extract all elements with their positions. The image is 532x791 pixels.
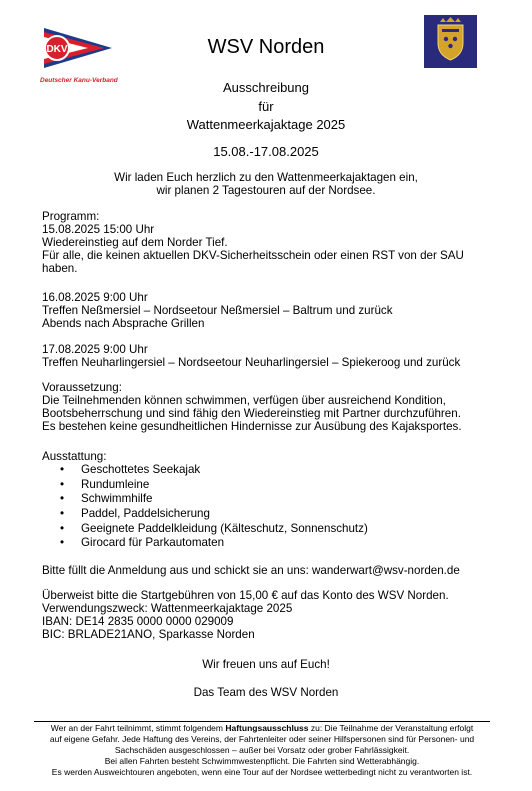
day2-line: 16.08.2025 9:00 Uhr bbox=[42, 291, 148, 304]
programm-day2 bbox=[42, 291, 502, 330]
voraussetzung-line: Bootsbeherrschung und sind fähig den Wiedereinstieg mit Partner durchzuführen. bbox=[42, 407, 461, 420]
voraussetzung-section bbox=[42, 381, 502, 433]
heading-line: Wattenmeerkajaktage 2025 bbox=[186, 117, 346, 132]
voraussetzung-line: Die Teilnehmenden können schwimmen, verfügen über ausreichend Kondition, bbox=[42, 394, 446, 407]
day1-line: 15.08.2025 15:00 Uhr bbox=[42, 223, 155, 236]
day2-line: Abends nach Absprache Grillen bbox=[42, 317, 205, 330]
intro-line: wir planen 2 Tagestouren auf der Nordsee. bbox=[156, 184, 376, 197]
zahlung-section bbox=[42, 589, 512, 641]
footer-disclaimer bbox=[34, 723, 490, 778]
voraussetzung-line: Es bestehen keine gesundheitlichen Hindernisse zur Ausübung des Kajaksportes. bbox=[42, 420, 462, 433]
day3-line: Treffen Neuharlingersiel – Nordseetour Neuharlingersiel – Spiekeroog und zurück bbox=[42, 356, 461, 369]
day3-line: 17.08.2025 9:00 Uhr bbox=[42, 343, 148, 356]
list-item: • Paddel, Paddelsicherung bbox=[60, 507, 500, 522]
document-heading bbox=[0, 79, 532, 135]
intro-text bbox=[0, 171, 532, 197]
day2-line: Treffen Neßmersiel – Nordseetour Neßmersiel – Baltrum und zurück bbox=[42, 304, 393, 317]
club-title: WSV Norden bbox=[207, 36, 325, 58]
list-item: • Girocard für Parkautomaten bbox=[60, 536, 500, 551]
zahlung-line: Verwendungszweck: Wattenmeerkajaktage 2025 bbox=[42, 602, 293, 615]
list-item: • Geschottetes Seekajak bbox=[60, 463, 500, 478]
iban-line: IBAN: DE14 2835 0000 0000 029009 bbox=[42, 615, 234, 628]
zahlung-line: Überweist bitte die Startgebühren von 15,00 € auf das Konto des WSV Norden. bbox=[42, 589, 449, 602]
programm-section bbox=[42, 210, 502, 275]
day1-line: Für alle, die keinen aktuellen DKV-Sicherheitsschein oder einen RST von der SAU bbox=[42, 249, 464, 262]
voraussetzung-label: Voraussetzung: bbox=[42, 381, 122, 394]
footer-line: auf eigene Gefahr. Jede Haftung des Vereins, der Fahrtenleiter oder seiner Hilfspersonen sind für Personen- und bbox=[49, 734, 475, 744]
programm-label: Programm: bbox=[42, 210, 100, 223]
ausstattung-label: Ausstattung: bbox=[42, 450, 107, 463]
programm-day3 bbox=[42, 343, 502, 369]
bic-line: BIC: BRLADE21ANO, Sparkasse Norden bbox=[42, 628, 255, 641]
closing-greeting: Wir freuen uns auf Euch! bbox=[202, 658, 330, 671]
anmeldung-text: Bitte füllt die Anmeldung aus und schickt sie an uns: wanderwart@wsv-norden.de bbox=[42, 564, 460, 577]
day1-line: haben. bbox=[42, 262, 78, 275]
footer-divider bbox=[34, 721, 490, 722]
footer-line: Es werden Ausweichtouren angeboten, wenn eine Tour auf der Nordsee wetterbedingt nicht zu verantworten ist. bbox=[51, 767, 473, 777]
footer-line: Bei allen Fahrten besteht Schwimmwestenpflicht. Die Fahrten sind Wetterabhängig. bbox=[104, 756, 420, 766]
closing-signature: Das Team des WSV Norden bbox=[193, 686, 339, 699]
dkv-caption: Deutscher Kanu-Verband bbox=[40, 77, 118, 84]
list-item: • Rundumleine bbox=[60, 478, 500, 493]
list-item: • Geeignete Paddelkleidung (Kälteschutz, Sonnenschutz) bbox=[60, 522, 500, 537]
day1-line: Wiedereinstieg auf dem Norder Tief. bbox=[42, 236, 228, 249]
dkv-mark-text: DKV bbox=[46, 44, 68, 55]
ausstattung-list bbox=[60, 463, 500, 551]
heading-line: Ausschreibung bbox=[223, 80, 309, 95]
heading-line: für bbox=[258, 98, 274, 114]
intro-line: Wir laden Euch herzlich zu den Wattenmeerkajaktagen ein, bbox=[114, 171, 418, 184]
footer-line: Wer an der Fahrt teilnimmt, stimmt folgendem Haftungsausschluss zu: Die Teilnahme der Veranstaltung erfolgt bbox=[50, 723, 474, 733]
event-dates: 15.08.-17.08.2025 bbox=[213, 144, 319, 159]
list-item: • Schwimmhilfe bbox=[60, 492, 500, 507]
footer-line: Sachschäden ausgeschlossen – außer bei Vorsatz oder grober Fahrlässigkeit. bbox=[114, 745, 410, 755]
